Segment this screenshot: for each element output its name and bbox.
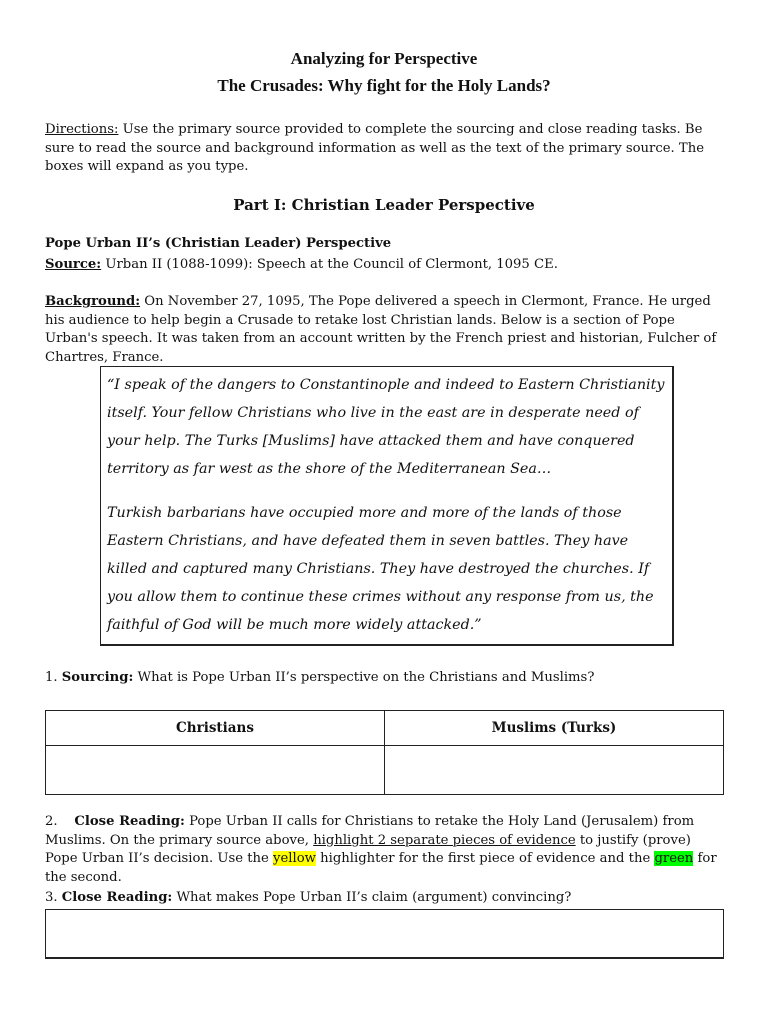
question-3 xyxy=(45,889,725,908)
q3-answer-box[interactable] xyxy=(45,909,724,959)
q1-number: 1. xyxy=(45,670,62,685)
primary-source-quote-box[interactable] xyxy=(100,366,674,646)
background-paragraph xyxy=(45,293,725,367)
q2-label: Close Reading: xyxy=(74,814,185,829)
green-highlight-word: green xyxy=(654,851,694,866)
directions-label: Directions: xyxy=(45,122,119,137)
perspective-table xyxy=(45,710,724,795)
q3-text: What makes Pope Urban II’s claim (argument) convincing? xyxy=(172,890,572,905)
q2-underlined-instruction: highlight 2 separate pieces of evidence xyxy=(313,832,576,848)
q2-text-b: to justify (prove) Pope Urban II’s decision. Use the xyxy=(45,832,691,866)
question-2 xyxy=(45,813,725,887)
muslims-answer-cell[interactable] xyxy=(385,746,724,795)
q3-number: 3. xyxy=(45,890,62,905)
directions-text: Use the primary source provided to complete the sourcing and close reading tasks. Be sure to read the source and background information as well as the text of the primary source. The boxes will expand as you type. xyxy=(45,122,705,174)
q2-text-c: highlighter for the first piece of evidence and the xyxy=(315,851,655,866)
q3-label: Close Reading: xyxy=(61,890,173,905)
q2-text-a: Pope Urban II calls for Christians to retake the Holy Land (Jerusalem) from Muslims. On the primary source above, xyxy=(45,814,695,848)
q2-text-d: for the second. xyxy=(45,851,717,885)
part1-subheading: Pope Urban II’s (Christian Leader) Perspective xyxy=(45,236,392,251)
q1-label: Sourcing: xyxy=(61,670,134,685)
q2-number: 2. xyxy=(45,814,75,829)
quote-paragraph-2[interactable]: Turkish barbarians have occupied more and more of the lands of those Eastern Christians, and have defeated them in seven battles. They have killed and captured many Christians. They have destroyed the churches. If you allow them to continue these crimes without any response from us, the faithful of God will be much more widely attacked.” xyxy=(107,505,654,633)
directions-paragraph xyxy=(45,121,725,177)
q1-text: What is Pope Urban II’s perspective on the Christians and Muslims? xyxy=(133,670,595,685)
worksheet-subtitle: The Crusades: Why fight for the Holy Lands? xyxy=(217,76,551,95)
quote-paragraph-1[interactable]: “I speak of the dangers to Constantinople and indeed to Eastern Christianity itself. Your fellow Christians who live in the east are in desperate need of your help. The Turks [Muslims] have attacked them and have conquered territory as far west as the shore of the Mediterranean Sea… xyxy=(107,377,665,477)
question-1 xyxy=(45,669,725,688)
source-label: Source: xyxy=(45,257,102,272)
part1-heading: Part I: Christian Leader Perspective xyxy=(233,196,535,214)
yellow-highlight-word: yellow xyxy=(273,851,316,866)
source-text: Urban II (1088-1099): Speech at the Council of Clermont, 1095 CE. xyxy=(101,257,558,272)
worksheet-title: Analyzing for Perspective xyxy=(290,49,478,68)
background-text: On November 27, 1095, The Pope delivered a speech in Clermont, France. He urged his audience to help begin a Crusade to retake lost Christian lands. Below is a section of Pope Urban's speech. It was taken from an account written by the French priest and historian, Fulcher of Chartres, France. xyxy=(45,294,717,365)
christians-answer-cell[interactable] xyxy=(46,746,385,795)
table-header-christians: Christians xyxy=(46,711,385,746)
table-header-muslims: Muslims (Turks) xyxy=(385,711,724,746)
background-label: Background: xyxy=(45,294,141,309)
source-line xyxy=(45,256,725,275)
